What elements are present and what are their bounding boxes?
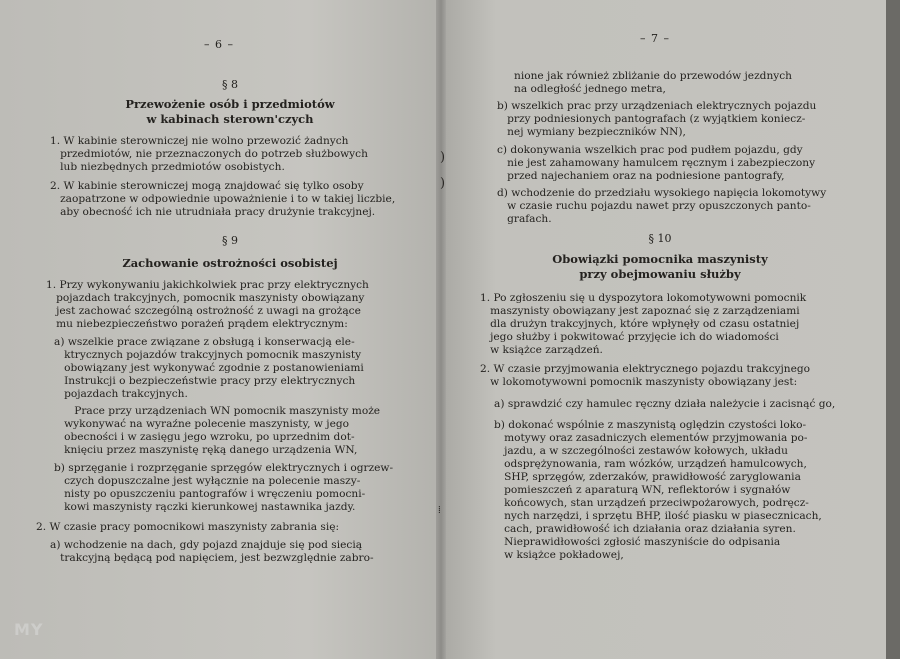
section-8-title-line-1: Przewożenie osób i przedmiotów bbox=[125, 97, 335, 111]
text-line: nie jest zahamowany hamulcem ręcznym i zabezpieczony bbox=[497, 157, 816, 169]
text-line: nych narzędzi, i sprzętu BHP, ilość piasku w piasecznicach, bbox=[494, 510, 822, 522]
text-line: w lokomotywowni pomocnik maszynisty obowiązany jest: bbox=[480, 376, 798, 388]
section-8-number: § 8 bbox=[222, 78, 238, 91]
text-line: zaopatrzone w odpowiednie upoważnienie i to w takiej liczbie, bbox=[50, 193, 396, 205]
book-gutter bbox=[436, 0, 446, 659]
section-10-title-line-1: Obowiązki pomocnika maszynisty bbox=[552, 252, 768, 266]
text-line: 1. Po zgłoszeniu się u dyspozytora lokomotywowni pomocnik bbox=[480, 292, 807, 304]
page-edge bbox=[886, 0, 900, 659]
text-line: nej wymiany bezpieczników NN), bbox=[497, 126, 686, 138]
text-line: w książce pokładowej, bbox=[494, 549, 624, 561]
text-line: cach, prawidłowość ich działania oraz działania syren. bbox=[494, 523, 796, 535]
text-line: c) dokonywania wszelkich prac pod pudłem pojazdu, gdy bbox=[497, 144, 803, 156]
text-line: motywy oraz zasadniczych elementów przyjmowania po- bbox=[494, 432, 808, 444]
section-10-title-line-2: przy obejmowaniu służby bbox=[579, 267, 741, 281]
section-8-title-line-2: w kabinach sterown'czych bbox=[146, 112, 314, 126]
section-9-title: Zachowanie ostrożności osobistej bbox=[122, 256, 338, 270]
ink-mark: ) bbox=[440, 176, 446, 191]
watermark: MY bbox=[14, 620, 44, 639]
text-line: pojazdach trakcyjnych. bbox=[54, 388, 188, 400]
text-line: nisty po opuszczeniu pantografów i wręczeniu pomocni- bbox=[54, 488, 366, 500]
text-line: trakcyjną będącą pod napięciem, jest bezwzględnie zabro- bbox=[50, 552, 374, 564]
text-line: maszynisty obowiązany jest zapoznać się z zarządzeniami bbox=[480, 305, 800, 317]
text-line: SHP, sprzęgów, zderzaków, prawidłowość zaryglowania bbox=[494, 471, 801, 483]
text-line: mu niebezpieczeństwo porażeń prądem elektrycznym: bbox=[46, 318, 348, 330]
page-number-left: – 6 – bbox=[204, 38, 234, 51]
text-line: przed najechaniem oraz na podniesione pantografy, bbox=[497, 170, 785, 182]
text-line: odsprężynowania, ram wózków, urządzeń hamulcowych, bbox=[494, 458, 807, 470]
text-line: pomieszczeń z aparaturą WN, reflektorów i sygnałów bbox=[494, 484, 791, 496]
text-line: Instrukcji o bezpieczeństwie pracy przy elektrycznych bbox=[54, 375, 356, 387]
text-line: końcowych, stan urządzeń przeciwpożarowych, podręcz- bbox=[494, 497, 809, 509]
text-line: a) wchodzenie na dach, gdy pojazd znajduje się pod siecią bbox=[50, 539, 363, 551]
text-line: jest zachować szczególną ostrożność z uwagi na grożące bbox=[46, 305, 361, 317]
text-line: 1. Przy wykonywaniu jakichkolwiek prac przy elektrycznych bbox=[46, 279, 369, 291]
text-line: ktrycznych pojazdów trakcyjnych pomocnik maszynisty bbox=[54, 349, 362, 361]
text-line: jego służby i pokwitować przyjęcie ich do wiadomości bbox=[480, 331, 779, 343]
text-line: kowi maszynisty rączki kierunkowej nastawnika jazdy. bbox=[54, 501, 356, 513]
text-line: 2. W kabinie sterowniczej mogą znajdować się tylko osoby bbox=[50, 180, 364, 192]
text-line: przy podniesionych pantografach (z wyjątkiem koniecz- bbox=[497, 113, 806, 125]
text-line: w książce zarządzeń. bbox=[480, 344, 603, 356]
text-line: 1. W kabinie sterowniczej nie wolno przewozić żadnych bbox=[50, 135, 349, 147]
section-10-number: § 10 bbox=[648, 232, 672, 245]
page-number-right: – 7 – bbox=[640, 32, 670, 45]
text-line: wykonywać na wyraźne polecenie maszynisty, w jego bbox=[54, 418, 350, 430]
section-9-number: § 9 bbox=[222, 234, 238, 247]
text-line: na odległość jednego metra, bbox=[514, 83, 666, 95]
text-line: czych dopuszczalne jest wyłącznie na polecenie maszy- bbox=[54, 475, 361, 487]
text-line: grafach. bbox=[497, 213, 552, 225]
text-line: w czasie ruchu pojazdu nawet przy opuszczonych panto- bbox=[497, 200, 811, 212]
text-line: jazdu, a w szczególności zestawów kołowych, układu bbox=[494, 445, 788, 457]
text-line: lub niezbędnych przedmiotów osobistych. bbox=[50, 161, 285, 173]
text-line: przedmiotów, nie przeznaczonych do potrzeb służbowych bbox=[50, 148, 368, 160]
text-line: Prace przy urządzeniach WN pomocnik maszynisty może bbox=[54, 405, 381, 417]
ink-mark: ⁞ bbox=[438, 505, 441, 516]
text-line: nione jak również zbliżanie do przewodów jezdnych bbox=[514, 70, 793, 82]
text-line: obowiązany jest wykonywać zgodnie z postanowieniami bbox=[54, 362, 364, 374]
text-line: 2. W czasie przyjmowania elektrycznego pojazdu trakcyjnego bbox=[480, 363, 811, 375]
text-line: d) wchodzenie do przedziału wysokiego napięcia lokomotywy bbox=[497, 187, 827, 199]
text-line: Nieprawidłowości zgłosić maszyniście do odpisania bbox=[494, 536, 781, 548]
text-line: a) sprawdzić czy hamulec ręczny działa należycie i zacisnąć go, bbox=[494, 398, 836, 410]
text-line: dla drużyn trakcyjnych, które wpłynęły od czasu ostatniej bbox=[480, 318, 800, 330]
text-line: b) wszelkich prac przy urządzeniach elektrycznych pojazdu bbox=[497, 100, 817, 112]
text-line: aby obecność ich nie utrudniała pracy drużynie trakcyjnej. bbox=[50, 206, 376, 218]
text-line: a) wszelkie prace związane z obsługą i konserwacją ele- bbox=[54, 336, 355, 348]
text-line: pojazdach trakcyjnych, pomocnik maszynisty obowiązany bbox=[46, 292, 365, 304]
ink-mark: ) bbox=[440, 150, 446, 165]
text-line: knięciu przez maszynistę ręką danego urządzenia WN, bbox=[54, 444, 358, 456]
text-line: b) sprzęganie i rozprzęganie sprzęgów elektrycznych i ogrzew- bbox=[54, 462, 394, 474]
text-line: obecności i w zasięgu jego wzroku, po uprzednim dot- bbox=[54, 431, 355, 443]
text-line: b) dokonać wspólnie z maszynistą oględzin czystości loko- bbox=[494, 419, 807, 431]
text-line: 2. W czasie pracy pomocnikowi maszynisty zabrania się: bbox=[36, 521, 340, 533]
